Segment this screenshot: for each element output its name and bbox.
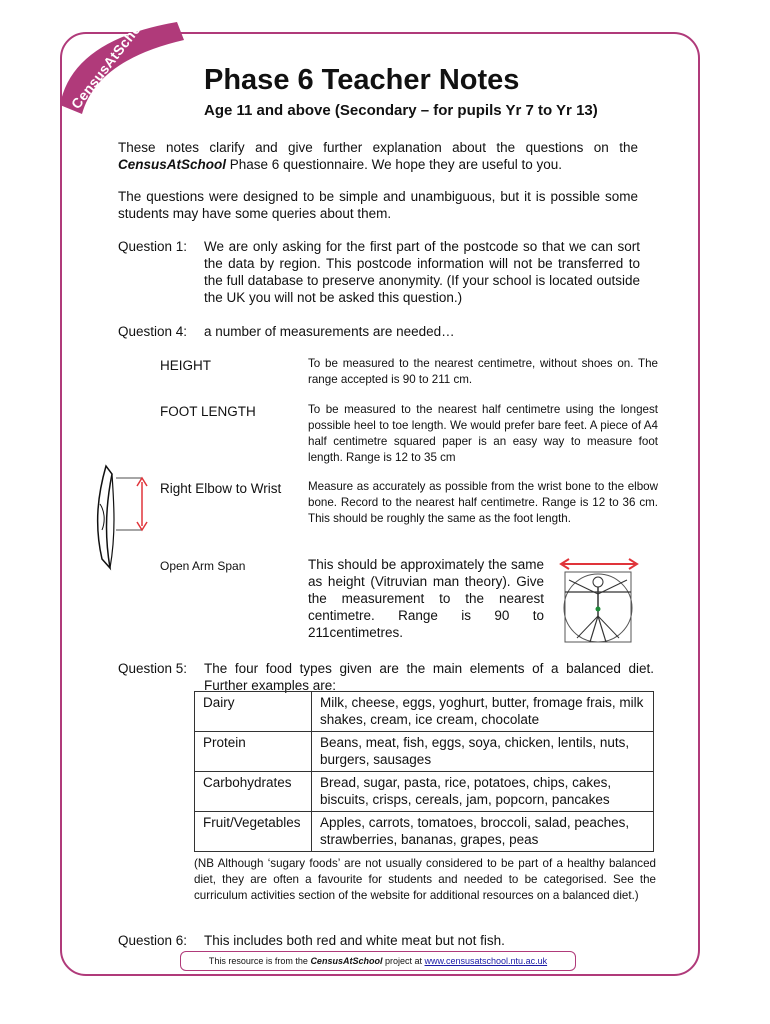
footer-middle: project at — [384, 956, 422, 966]
measurement-elbow-desc: Measure as accurately as possible from the wrist bone to the elbow bone. Record to the nearest half centimetre. Range is 12 to 36 cm. This should be roughly the same as the foot length. — [308, 480, 658, 525]
table-row — [195, 772, 654, 812]
food-type-cell: Carbohydrates — [195, 772, 312, 812]
intro-paragraph-2: The questions were designed to be simple and unambiguous, but it is possible some students may have some queries about them. — [118, 189, 638, 221]
food-examples-cell: Bread, sugar, pasta, rice, potatoes, chips, cakes, biscuits, crisps, cereals, jam, popcorn, pancakes — [312, 772, 654, 812]
footer-brand: CensusAtSchool — [310, 956, 383, 966]
footer-prefix: This resource is from the — [208, 956, 308, 966]
measurement-height-desc: To be measured to the nearest centimetre, without shoes on. The range accepted is 90 to 211 cm. — [308, 357, 658, 386]
question-4-text: a number of measurements are needed… — [204, 324, 455, 339]
question-5-text: The four food types given are the main elements of a balanced diet. Further examples are: — [204, 661, 654, 693]
page-title: Phase 6 Teacher Notes — [204, 64, 520, 96]
measurement-armspan-desc: This should be approximately the same as height (Vitruvian man theory). Give the measurement to the nearest centimetre. Range is 90 to 211centimetres. — [308, 557, 544, 640]
table-row — [195, 812, 654, 852]
question-1-label: Question 1: — [118, 239, 188, 254]
measurement-height-label: HEIGHT — [160, 358, 212, 373]
food-type-cell: Dairy — [195, 692, 312, 732]
table-row — [195, 692, 654, 732]
question-4-label: Question 4: — [118, 324, 188, 339]
question-5-label: Question 5: — [118, 661, 188, 676]
question-1-text: We are only asking for the first part of the postcode so that we can sort the data by region. This postcode information will not be transferred to the full database to preserve anonymity. (If your school is located outside the UK you will not be asked this question.) — [204, 239, 640, 305]
page-subtitle: Age 11 and above (Secondary – for pupils Yr 7 to Yr 13) — [204, 102, 598, 119]
arm-illustration — [92, 464, 154, 579]
table-row — [195, 732, 654, 772]
food-type-cell: Fruit/Vegetables — [195, 812, 312, 852]
footer-website-link[interactable]: www.censusatschool.ntu.ac.uk — [424, 956, 548, 966]
censusatschool-logo — [52, 10, 192, 120]
footer-banner — [180, 951, 576, 971]
food-examples-cell: Beans, meat, fish, eggs, soya, chicken, lentils, nuts, burgers, sausages — [312, 732, 654, 772]
sugary-foods-note: (NB Although ‘sugary foods’ are not usually considered to be part of a healthy balanced diet, they are often a favourite for students and needed to be categorised. See the curriculum activities section of the website for additional resources on a balanced diet.) — [194, 857, 656, 902]
intro-paragraph-1: These notes clarify and give further explanation about the questions on the CensusAtSchool Phase 6 questionnaire. We hope they are useful to you. — [118, 140, 638, 172]
question-6-label: Question 6: — [118, 933, 188, 948]
measurement-foot-label: FOOT LENGTH — [160, 404, 256, 419]
food-examples-cell: Milk, cheese, eggs, yoghurt, butter, fromage frais, milk shakes, cream, ice cream, chocolate — [312, 692, 654, 732]
measurement-elbow-label: Right Elbow to Wrist — [160, 481, 282, 496]
measurement-foot-desc: To be measured to the nearest half centimetre using the longest possible heel to toe length. We would prefer bare feet. A piece of A4 half centimetre squared paper is an easy way to measure foot length. Range is 12 to 35 cm — [308, 403, 658, 464]
measurement-armspan-label: Open Arm Span — [160, 559, 246, 573]
food-type-cell: Protein — [195, 732, 312, 772]
food-examples-cell: Apples, carrots, tomatoes, broccoli, salad, peaches, strawberries, bananas, grapes, peas — [312, 812, 654, 852]
svg-text:CensusAtSchool: CensusAtSchool — [67, 10, 152, 112]
vitruvian-man-illustration — [557, 558, 641, 651]
food-types-table — [194, 691, 654, 852]
question-6-text: This includes both red and white meat but not fish. — [204, 933, 505, 948]
